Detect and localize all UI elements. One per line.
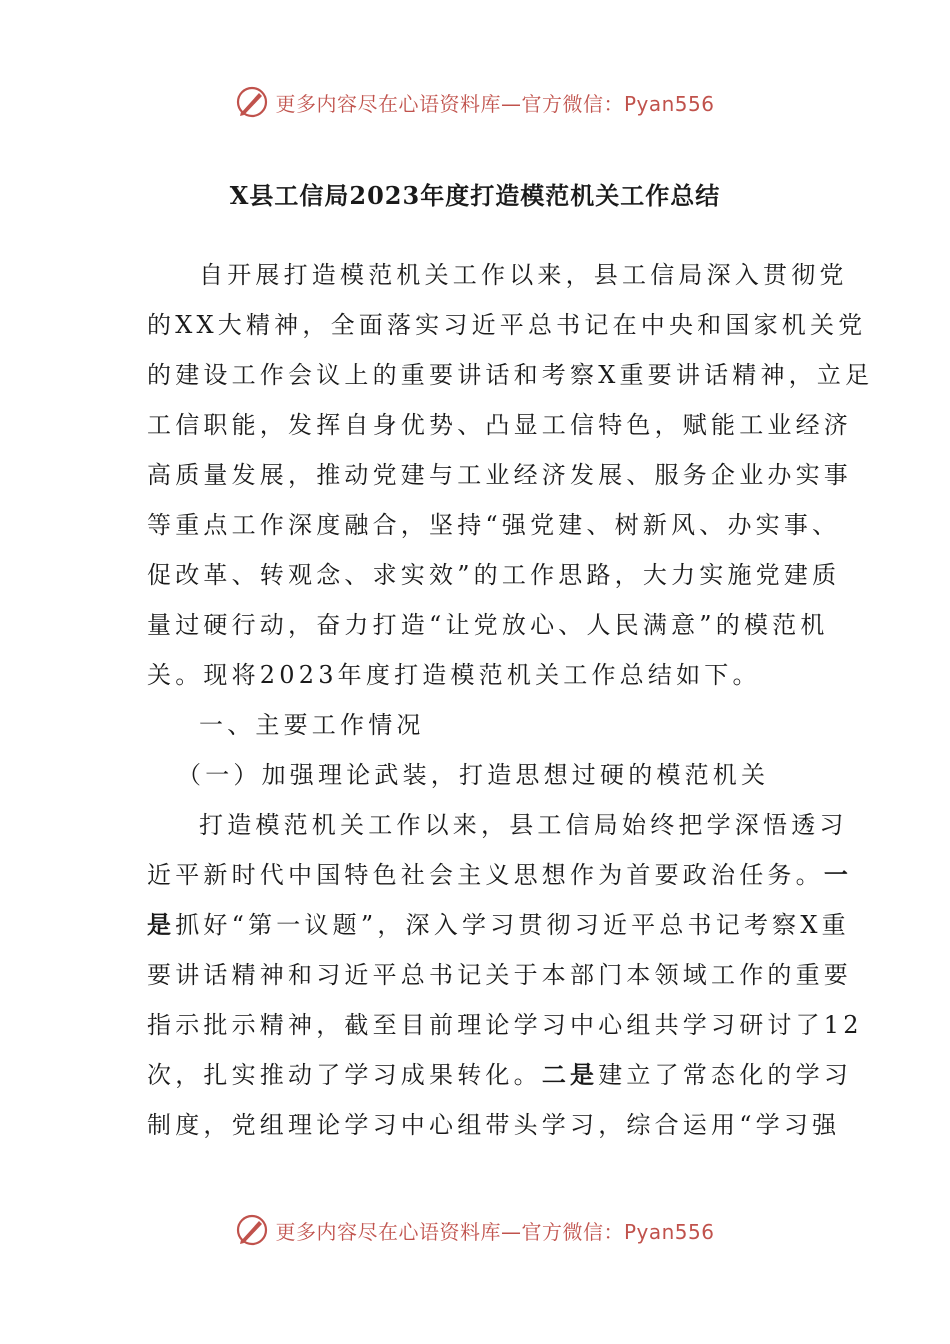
document-body: [147, 250, 874, 1150]
watermark-text: 更多内容尽在心语资料库—官方微信：Pyan556: [275, 91, 715, 116]
paragraph-line: [147, 900, 850, 950]
paragraph-line: 的建设工作会议上的重要讲话和考察X重要讲话精神，立足: [147, 361, 874, 389]
paragraph-line: [147, 850, 853, 900]
subsection-heading: （一）加强理论武装，打造思想过硬的模范机关: [177, 761, 770, 789]
paragraph-line: 量过硬行动，奋力打造“让党放心、人民满意”的模范机: [147, 611, 829, 639]
bold-marker: 一: [823, 860, 853, 889]
bold-marker: 是: [147, 910, 176, 939]
section-heading: 一、主要工作情况: [199, 711, 425, 739]
document-title: X县工信局2023年度打造模范机关工作总结: [229, 181, 721, 210]
pen-logo-icon: [235, 85, 269, 119]
paragraph-line: 自开展打造模范机关工作以来，县工信局深入贯彻党: [199, 261, 848, 289]
paragraph-line: 指示批示精神，截至目前理论学习中心组共学习研讨了12: [147, 1011, 863, 1039]
bold-marker: 二是: [541, 1060, 599, 1089]
paragraph-line: 促改革、转观念、求实效”的工作思路，大力实施党建质: [147, 561, 841, 589]
paragraph-line: 工信职能，发挥自身优势、凸显工信特色，赋能工业经济: [147, 411, 852, 439]
paragraph-line: 制度，党组理论学习中心组带头学习，综合运用“学习强: [147, 1111, 841, 1139]
watermark-text: 更多内容尽在心语资料库—官方微信：Pyan556: [275, 1219, 715, 1244]
line-text: 抓好“第一议题”，深入学习贯彻习近平总书记考察X重: [175, 911, 850, 939]
paragraph-line: 高质量发展，推动党建与工业经济发展、服务企业办实事: [147, 461, 852, 489]
line-text: 近平新时代中国特色社会主义思想作为首要政治任务。: [147, 861, 824, 889]
line-text: 次，扎实推动了学习成果转化。: [147, 1061, 542, 1089]
watermark-header: [0, 82, 950, 122]
paragraph-line: 打造模范机关工作以来，县工信局始终把学深悟透习: [199, 811, 848, 839]
watermark-footer: [0, 1210, 950, 1250]
paragraph-line: 等重点工作深度融合，坚持“强党建、树新风、办实事、: [147, 511, 841, 539]
paragraph-line: [147, 1050, 853, 1100]
pen-logo-icon: [235, 1213, 269, 1247]
paragraph-line: 的XX大精神，全面落实习近平总书记在中央和国家机关党: [147, 311, 867, 339]
line-text: 建立了常态化的学习: [598, 1061, 853, 1089]
paragraph-line: 关。现将2023年度打造模范机关工作总结如下。: [147, 661, 761, 689]
paragraph-line: 要讲话精神和习近平总书记关于本部门本领域工作的重要: [147, 961, 852, 989]
